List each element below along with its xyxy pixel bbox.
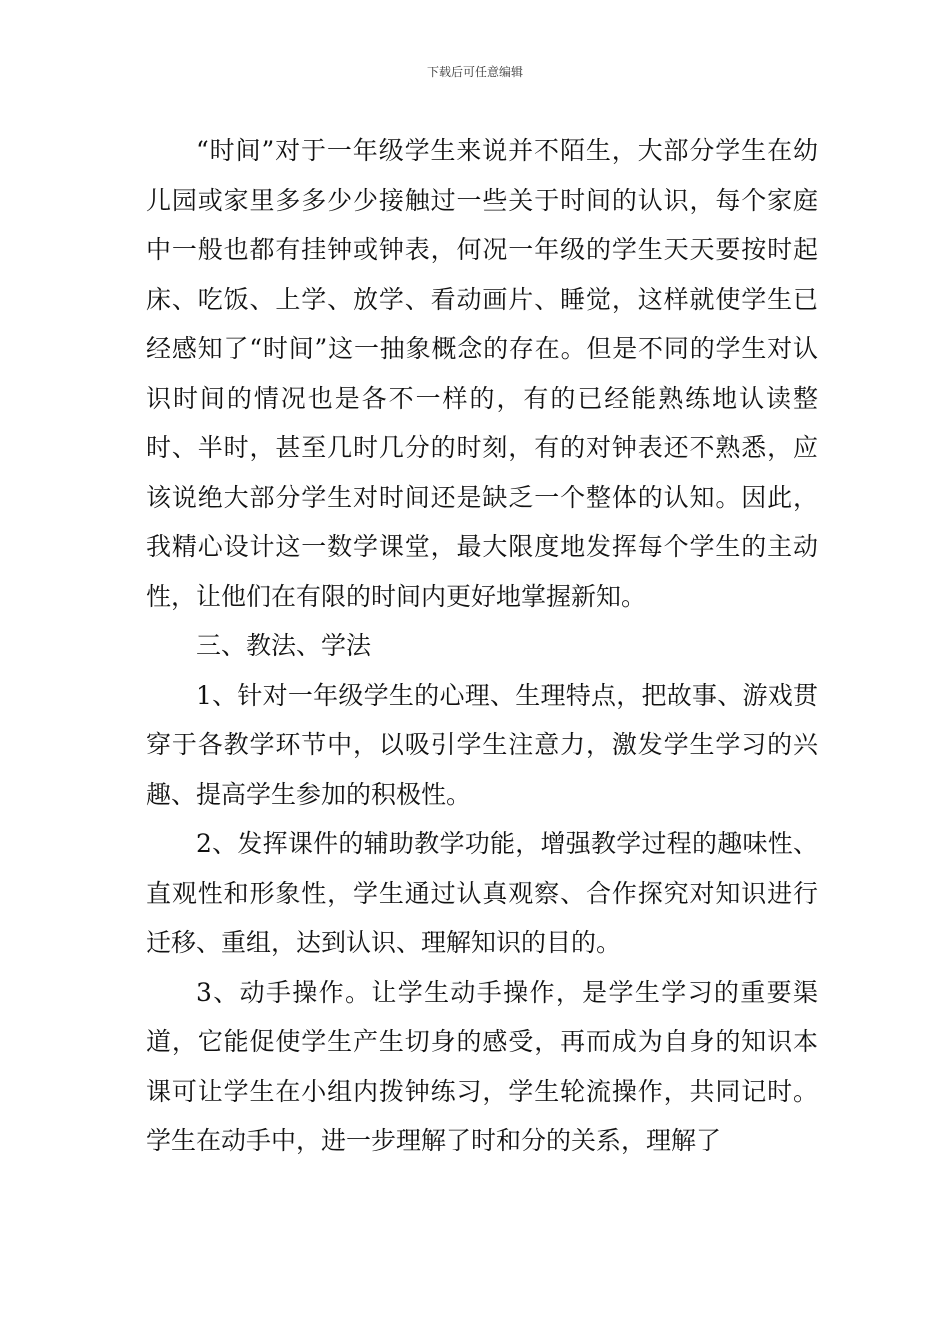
paragraph-item-1: 1、针对一年级学生的心理、生理特点，把故事、游戏贯穿于各教学环节中，以吸引学生注意力，激发学生学习的兴趣、提高学生参加的积极性。 [146,680,818,809]
section-heading: 三、教法、学法 [196,631,372,660]
paragraph-intro: “时间”对于一年级学生来说并不陌生，大部分学生在幼儿园或家里多多少少接触过一些关于时间的认识，每个家庭中一般也都有挂钟或钟表，何况一年级的学生天天要按时起床、吃饭、上学、放学、看动画片、睡觉，这样就使学生已经感知了“时间”这一抽象概念的存在。但是不同的学生对认识时间的情况也是各不一样的，有的已经能熟练地认读整时、半时，甚至几时几分的时刻，有的对钟表还不熟悉，应该说绝大部分学生对时间还是缺乏一个整体的认知。因此，我精心设计这一数学课堂，最大限度地发挥每个学生的主动性，让他们在有限的时间内更好地掌握新知。 [146,136,818,611]
paragraph-item-2: 2、发挥课件的辅助教学功能，增强教学过程的趣味性、直观性和形象性，学生通过认真观察、合作探究对知识进行迁移、重组，达到认识、理解知识的目的。 [146,829,818,957]
document-body [146,126,818,1166]
paragraph-item-3: 3、动手操作。让学生动手操作，是学生学习的重要渠道，它能促使学生产生切身的感受，再而成为自身的知识本课可让学生在小组内拨钟练习，学生轮流操作，共同记时。学生在动手中，进一步理解了时和分的关系，理解了 [146,977,818,1155]
page-header: 下载后可任意编辑 [426,65,523,79]
